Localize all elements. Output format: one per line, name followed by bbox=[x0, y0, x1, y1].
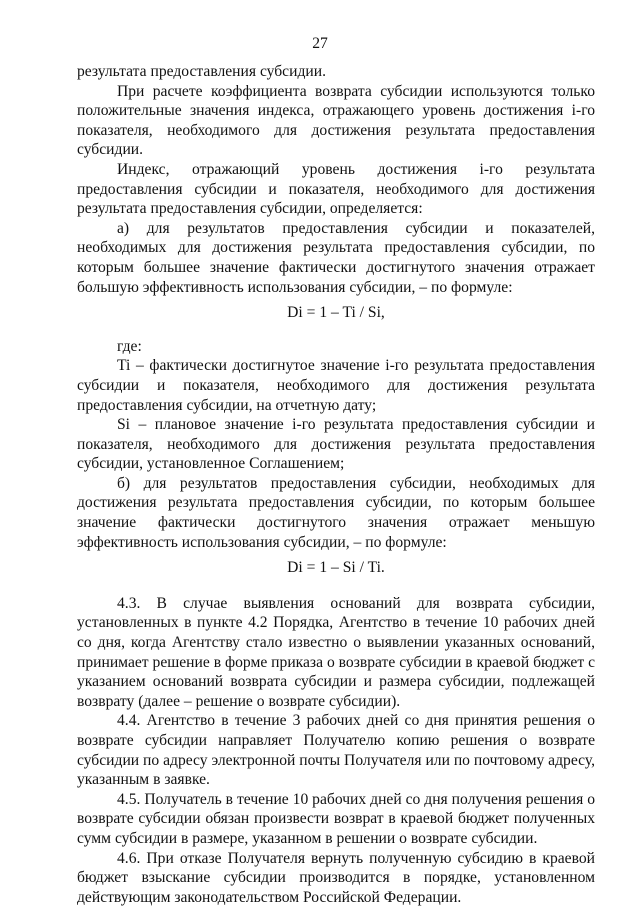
page-number: 27 bbox=[312, 35, 328, 52]
paragraph-case-a: а) для результатов предоставления субсидии и показателей, необходимых для достижения результата предоставления субсидии, по которым большее значение фактически достигнутого значения отражает большую эффективность использования субсидии, – по формуле: bbox=[77, 219, 595, 296]
formula-2: Di = 1 – Si / Ti. bbox=[287, 559, 385, 577]
paragraph-index-definition: Индекс, отражающий уровень достижения i-го результата предоставления субсидии и показателя, необходимого для достижения результата предоставления субсидии, определяется: bbox=[77, 160, 595, 218]
document-body bbox=[77, 62, 595, 907]
paragraph-case-b: б) для результатов предоставления субсидии, необходимых для достижения результата предоставления субсидии, по которым большее значение фактически достигнутого значения отражает меньшую эффективность использования субсидии, – по формуле: bbox=[77, 474, 595, 551]
paragraph-4-3: 4.3. В случае выявления оснований для возврата субсидии, установленных в пункте 4.2 Порядка, Агентство в течение 10 рабочих дней со дня, когда Агентству стало известно о выявлении указанных оснований, принимает решение в форме приказа о возврате субсидии в краевой бюджет с указанием оснований возврата субсидии и размера субсидии, подлежащей возврату (далее – решение о возврате субсидии). bbox=[77, 594, 595, 710]
paragraph-4-5: 4.5. Получатель в течение 10 рабочих дней со дня получения решения о возврате субсидии обязан произвести возврат в краевой бюджет полученных сумм субсидии в размере, указанном в решении о возврате субсидии. bbox=[77, 790, 595, 847]
formula-1: Di = 1 – Ti / Si, bbox=[287, 304, 385, 322]
paragraph-4-4: 4.4. Агентство в течение 3 рабочих дней со дня принятия решения о возврате субсидии направляет Получателю копию решения о возврате субсидии по адресу электронной почты Получателя или по почтовому адресу, указанным в заявке. bbox=[77, 712, 595, 789]
paragraph-continuation: результата предоставления субсидии. bbox=[77, 63, 326, 80]
paragraph-4-6: 4.6. При отказе Получателя вернуть полученную субсидию в краевой бюджет взыскание субсидии производится в порядке, установленном действующим законодательством Российской Федерации. bbox=[77, 849, 595, 906]
paragraph-positive-values: При расчете коэффициента возврата субсидии используются только положительные значения индекса, отражающего уровень достижения i-го показателя, необходимого для достижения результата предоставления субсидии. bbox=[77, 82, 595, 159]
paragraph-si-definition: Si – плановое значение i-го результата предоставления субсидии и показателя, необходимого для достижения результата предоставления субсидии, установленное Соглашением; bbox=[77, 416, 595, 473]
paragraph-ti-definition: Ti – фактически достигнутое значение i-го результата предоставления субсидии и показателя, необходимого для достижения результата предоставления субсидии, на отчетную дату; bbox=[77, 357, 595, 414]
where-label: где: bbox=[117, 337, 142, 355]
